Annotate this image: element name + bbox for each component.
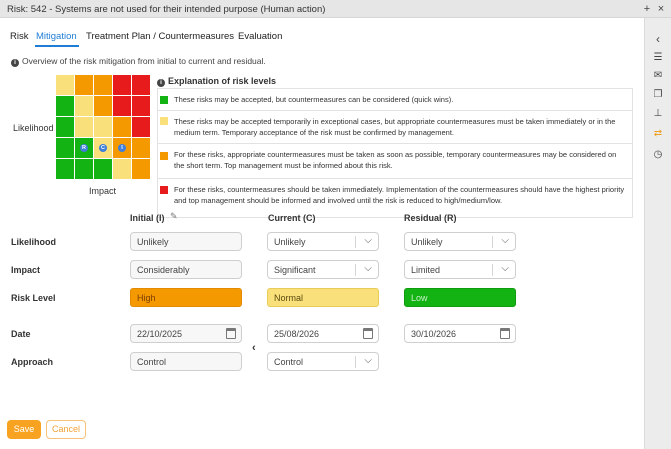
overview-text [11, 56, 266, 67]
row-label-date: Date [11, 329, 31, 339]
matrix-cell [132, 96, 150, 116]
initial-risk-level-badge [130, 288, 242, 307]
residual-likelihood-value: Unlikely [411, 237, 443, 247]
current-date-field[interactable] [267, 324, 379, 343]
cancel-button[interactable]: Cancel [46, 420, 86, 439]
add-icon[interactable]: + [643, 3, 651, 15]
matrix-cell [94, 117, 112, 137]
matrix-cell [113, 117, 131, 137]
legend-text: These risks may be accepted temporarily in exceptional cases, but appropriate countermeasures must be taken immediately or in the medium term. Temporary acceptance of the risk must be confirmed by management. [174, 117, 616, 137]
current-likelihood-select[interactable] [267, 232, 379, 251]
info-icon: i [11, 59, 19, 67]
matrix-cell [56, 159, 74, 179]
matrix-cell [132, 138, 150, 158]
legend-swatch-red [160, 186, 168, 194]
row-label-impact: Impact [11, 265, 41, 275]
initial-approach-value: Control [137, 357, 167, 367]
save-button[interactable]: Save [7, 420, 41, 439]
active-tab-indicator [35, 45, 79, 47]
legend-row-red [158, 179, 632, 217]
info-icon: i [157, 79, 165, 87]
matrix-cell [113, 159, 131, 179]
select-separator [355, 264, 356, 276]
initial-date-value: 22/10/2025 [137, 329, 183, 339]
main-panel [0, 18, 644, 449]
initial-likelihood-value: Unlikely [137, 237, 169, 247]
right-sidebar [644, 18, 671, 449]
legend-text: For these risks, appropriate countermeasures must be taken as soon as possible, temporary countermeasures may be considered on the short term. Top management must be informed about this risk. [174, 150, 617, 170]
current-date-value: 25/08/2026 [274, 329, 320, 339]
risk-level-legend [157, 88, 633, 218]
column-initial: Initial (I) [130, 213, 165, 223]
legend-swatch-orange [160, 152, 168, 160]
tab-evaluation[interactable]: Evaluation [238, 31, 283, 42]
initial-date-field [130, 324, 242, 343]
legend-text: These risks may be accepted, but countermeasures can be considered (quick wins). [174, 95, 454, 104]
matrix-marker-r: R [80, 144, 88, 152]
initial-approach-field [130, 352, 242, 371]
legend-row-orange [158, 144, 632, 179]
window-title: Risk: 542 - Systems are not used for their intended purpose (Human action) [7, 4, 326, 15]
overview-label: Overview of the risk mitigation from initial to current and residual. [22, 56, 266, 66]
initial-risk-level-value: High [137, 293, 156, 303]
risk-matrix [56, 75, 151, 181]
copy-date-left-icon[interactable]: ‹ [252, 342, 256, 354]
legend-row-green [158, 89, 632, 111]
list-icon[interactable]: ☰ [653, 52, 663, 63]
calendar-icon[interactable] [363, 328, 373, 339]
pencil-icon[interactable]: ✎ [170, 211, 178, 221]
chevron-down-icon[interactable]: ⌵ [364, 235, 372, 246]
matrix-cell [113, 75, 131, 95]
initial-impact-field [130, 260, 242, 279]
residual-impact-value: Limited [411, 265, 441, 275]
select-separator [355, 236, 356, 248]
calendar-icon [226, 328, 236, 339]
matrix-cell [75, 75, 93, 95]
residual-impact-select[interactable] [404, 260, 516, 279]
close-icon[interactable]: × [657, 3, 665, 15]
clock-icon[interactable]: ◷ [653, 149, 663, 160]
column-current: Current (C) [268, 213, 316, 223]
residual-risk-level-badge [404, 288, 516, 307]
matrix-marker-i: I [118, 144, 126, 152]
matrix-cell [132, 75, 150, 95]
explanation-title-text: Explanation of risk levels [168, 76, 277, 86]
residual-risk-level-value: Low [411, 293, 428, 303]
matrix-cell [75, 159, 93, 179]
matrix-cell [56, 138, 74, 158]
stamp-icon[interactable]: ⊥ [653, 108, 663, 119]
residual-date-value: 30/10/2026 [411, 329, 457, 339]
select-separator [492, 264, 493, 276]
current-likelihood-value: Unlikely [274, 237, 306, 247]
matrix-cell [113, 96, 131, 116]
chevron-down-icon[interactable]: ⌵ [364, 355, 372, 366]
calendar-icon[interactable] [500, 328, 510, 339]
chevron-down-icon[interactable]: ⌵ [364, 263, 372, 274]
residual-date-field[interactable] [404, 324, 516, 343]
matrix-likelihood-label: Likelihood [13, 123, 54, 133]
select-separator [492, 236, 493, 248]
matrix-cell [94, 159, 112, 179]
current-approach-value: Control [274, 357, 304, 367]
tab-treatment-plan[interactable]: Treatment Plan / Countermeasures [86, 31, 235, 42]
residual-likelihood-select[interactable] [404, 232, 516, 251]
row-label-likelihood: Likelihood [11, 237, 56, 247]
row-label-risk-level: Risk Level [11, 293, 56, 303]
legend-row-yellow [158, 111, 632, 144]
legend-swatch-green [160, 96, 168, 104]
comments-icon[interactable]: ✉ [653, 70, 663, 81]
select-separator [355, 356, 356, 368]
matrix-marker-c: C [99, 144, 107, 152]
row-label-approach: Approach [11, 357, 54, 367]
window-titlebar [0, 0, 671, 18]
matrix-cell [132, 117, 150, 137]
tab-risk[interactable]: Risk [10, 31, 29, 42]
current-approach-select[interactable] [267, 352, 379, 371]
matrix-cell [132, 159, 150, 179]
matrix-cell [56, 75, 74, 95]
matrix-cell [75, 96, 93, 116]
matrix-cell [94, 75, 112, 95]
current-impact-value: Significant [274, 265, 316, 275]
current-risk-level-badge [267, 288, 379, 307]
initial-impact-value: Considerably [137, 265, 190, 275]
matrix-cell [56, 96, 74, 116]
matrix-cell [75, 117, 93, 137]
swap-icon[interactable]: ⇄ [653, 128, 663, 139]
chevron-down-icon[interactable]: ⌵ [501, 263, 509, 274]
matrix-cell [94, 96, 112, 116]
matrix-impact-label: Impact [89, 186, 117, 196]
copy-icon[interactable]: ❐ [653, 89, 663, 100]
explanation-title [157, 76, 276, 87]
legend-text: For these risks, countermeasures should be taken immediately. Implementation of the countermeasures should have the highest priority and top management should be informed and involved until the risk is reduced to high/medium/low. [174, 185, 625, 205]
legend-swatch-yellow [160, 117, 168, 125]
chevron-left-icon[interactable]: ‹ [656, 32, 660, 46]
tab-mitigation[interactable]: Mitigation [36, 31, 77, 42]
current-impact-select[interactable] [267, 260, 379, 279]
chevron-down-icon[interactable]: ⌵ [501, 235, 509, 246]
matrix-cell [56, 117, 74, 137]
initial-likelihood-field [130, 232, 242, 251]
column-residual: Residual (R) [404, 213, 457, 223]
current-risk-level-value: Normal [274, 293, 304, 303]
